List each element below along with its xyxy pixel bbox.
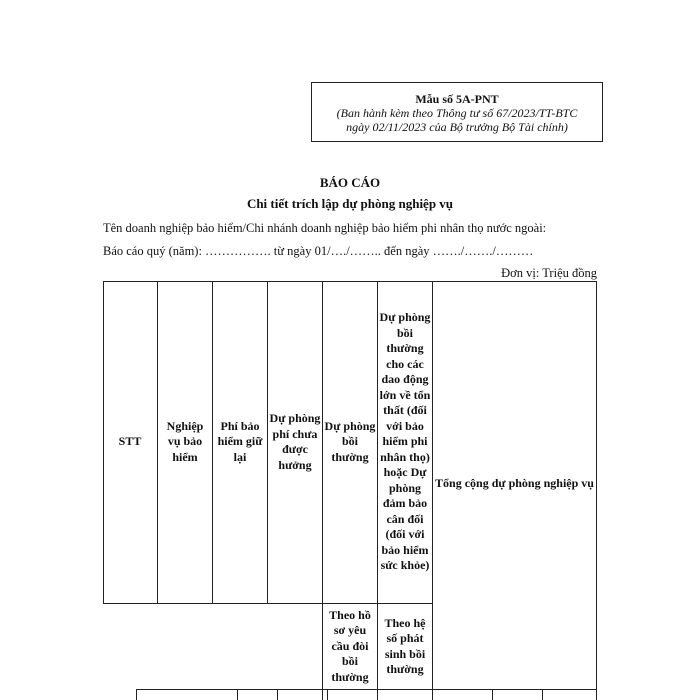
subheader-claims-by-ratio: Theo hệ số phát sinh bồi thường (384, 615, 426, 676)
header-catastrophe-reserve: Dự phòng bồi thường cho các dao động lớn về tổn thất (đối với bảo hiểm phi nhân thọ) hoặc Dự phòng đảm bảo cân đối (đối với bảo hiểm sức khỏe) (379, 310, 431, 573)
lower-divider-d (327, 689, 328, 700)
report-title: BÁO CÁO (319, 175, 381, 190)
header-unearned-premium-reserve: Dự phòng phí chưa được hưởng (269, 411, 321, 472)
table-right-border (596, 281, 597, 700)
lower-divider-c (277, 689, 278, 700)
lower-divider-f (542, 689, 543, 700)
header-claims-reserve: Dự phòng bồi thường (324, 418, 376, 464)
subheader-claims-by-dossier: Theo hồ sơ yêu cầu đòi bồi thường (329, 607, 371, 684)
header-stt: STT (118, 434, 142, 449)
form-issued-line-2: ngày 02/11/2023 của Bộ trưởng Bộ Tài chính) (346, 120, 568, 134)
report-period-line: Báo cáo quý (năm): ……………. từ ngày 01/…./…….. đến ngày ……./……./……… (103, 244, 534, 258)
form-issued-line-1: (Ban hành kèm theo Thông tư số 67/2023/TT-BTC (336, 106, 578, 120)
lower-divider-b (237, 689, 238, 700)
lower-divider-a (136, 689, 137, 700)
form-number-box (311, 82, 603, 142)
unit-label: Đơn vị: Triệu đồng (501, 266, 597, 280)
form-number: Mẫu số 5A-PNT (415, 92, 499, 106)
header-retained-premium: Phí bảo hiểm giữ lại (217, 418, 263, 464)
company-name-line: Tên doanh nghiệp bảo hiểm/Chi nhánh doanh nghiệp bảo hiểm phi nhân thọ nước ngoài: (103, 221, 547, 235)
report-subtitle: Chi tiết trích lập dự phòng nghiệp vụ (246, 196, 454, 211)
table-row-divider (136, 689, 597, 690)
header-insurance-business: Nghiệp vụ bảo hiểm (166, 418, 204, 464)
header-total-technical-reserve: Tổng cộng dự phòng nghiệp vụ (435, 475, 594, 490)
lower-divider-e (492, 689, 493, 700)
